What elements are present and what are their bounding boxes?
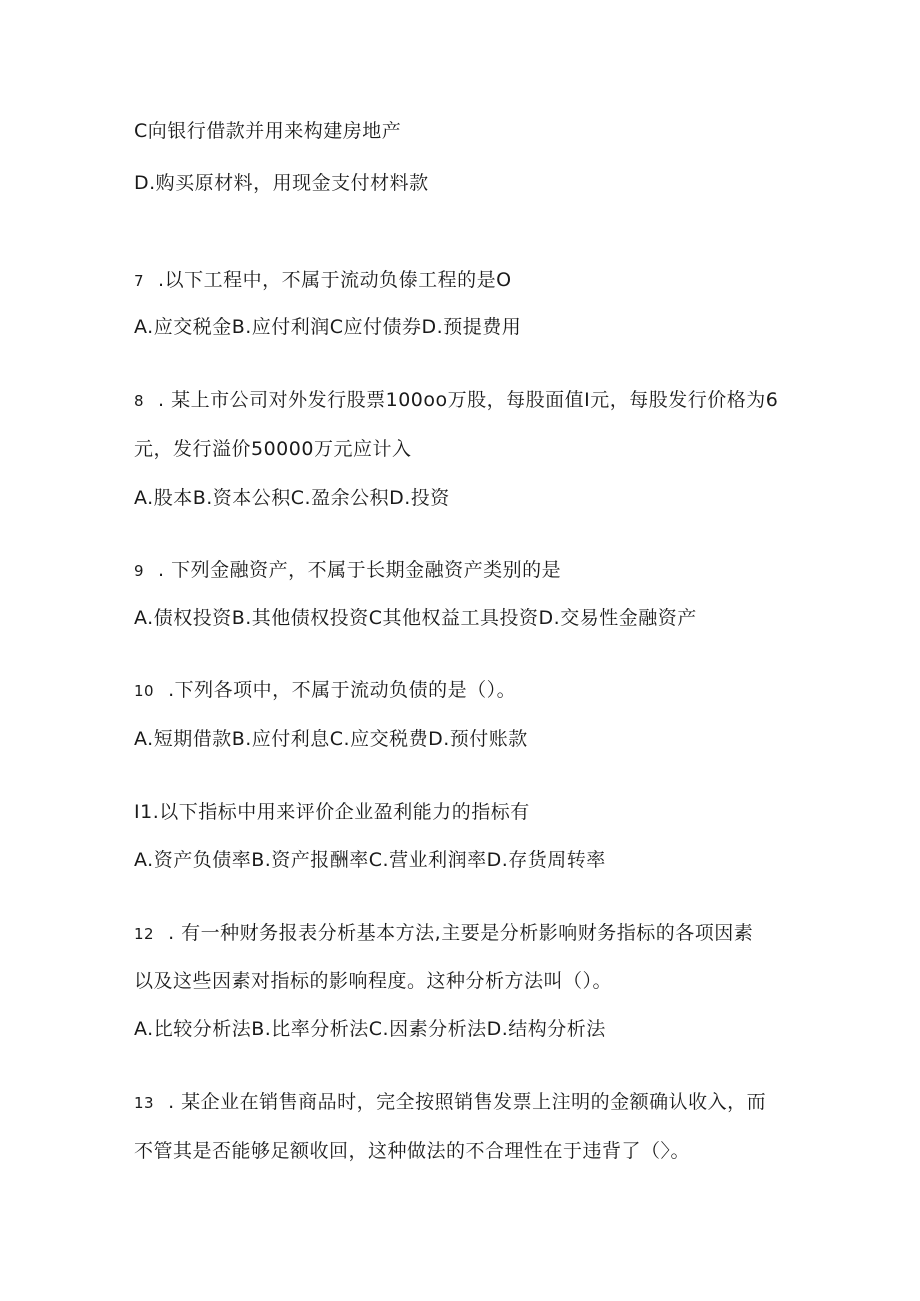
option-line: A.应交税金B.应付利润C应付债券D.预提费用 [134,316,522,338]
option-line: D.购买原材料，用现金支付材料款 [134,172,429,194]
question-number: 8 [134,392,145,410]
option-line: A.债权投资B.其他债权投资C其他权益工具投资D.交易性金融资产 [134,607,697,629]
question-continuation: 以及这些因素对指标的影响程度。这种分析方法叫（）。 [134,970,613,992]
question-11: I1.以下指标中用来评价企业盈利能力的指标有 [134,801,530,823]
option-line: A.资产负债率B.资产报酬率C.营业利润率D.存货周转率 [134,849,606,871]
option-line: A.短期借款B.应付利息C.应交税费D.预付账款 [134,728,528,750]
question-text: . 某上市公司对外发行股票100oo万股，每股面值I元，每股发行价格为6 [158,389,779,411]
question-9 [134,557,561,584]
question-continuation: 不管其是否能够足额收回，这种做法的不合理性在于违背了（〉。 [134,1140,691,1162]
question-text: . 下列金融资产，不属于长期金融资产类别的是 [158,559,562,581]
option-line: C向银行借款并用来构建房地产 [134,120,402,142]
question-13 [134,1089,766,1116]
question-8 [134,387,778,414]
question-text: .以下工程中，不属于流动负傣工程的是O [158,269,512,291]
question-continuation: 元，发行溢价50000万元应计入 [134,438,412,460]
question-text: . 某企业在销售商品时，完全按照销售发票上注明的金额确认收入，而 [168,1091,767,1113]
question-number: 12 [134,925,155,943]
question-number: 13 [134,1094,155,1112]
question-text: .下列各项中，不属于流动负债的是（）。 [168,679,517,701]
question-number: 9 [134,562,145,580]
option-line: A.比较分析法B.比率分析法C.因素分析法D.结构分析法 [134,1018,606,1040]
option-line: A.股本B.资本公积C.盈余公积D.投资 [134,487,450,509]
question-7 [134,267,512,294]
question-text: . 有一种财务报表分析基本方法,主要是分析影响财务指标的各项因素 [168,922,754,944]
question-number: 10 [134,682,155,700]
question-number: 7 [134,272,145,290]
question-10 [134,677,516,704]
question-12 [134,920,753,947]
